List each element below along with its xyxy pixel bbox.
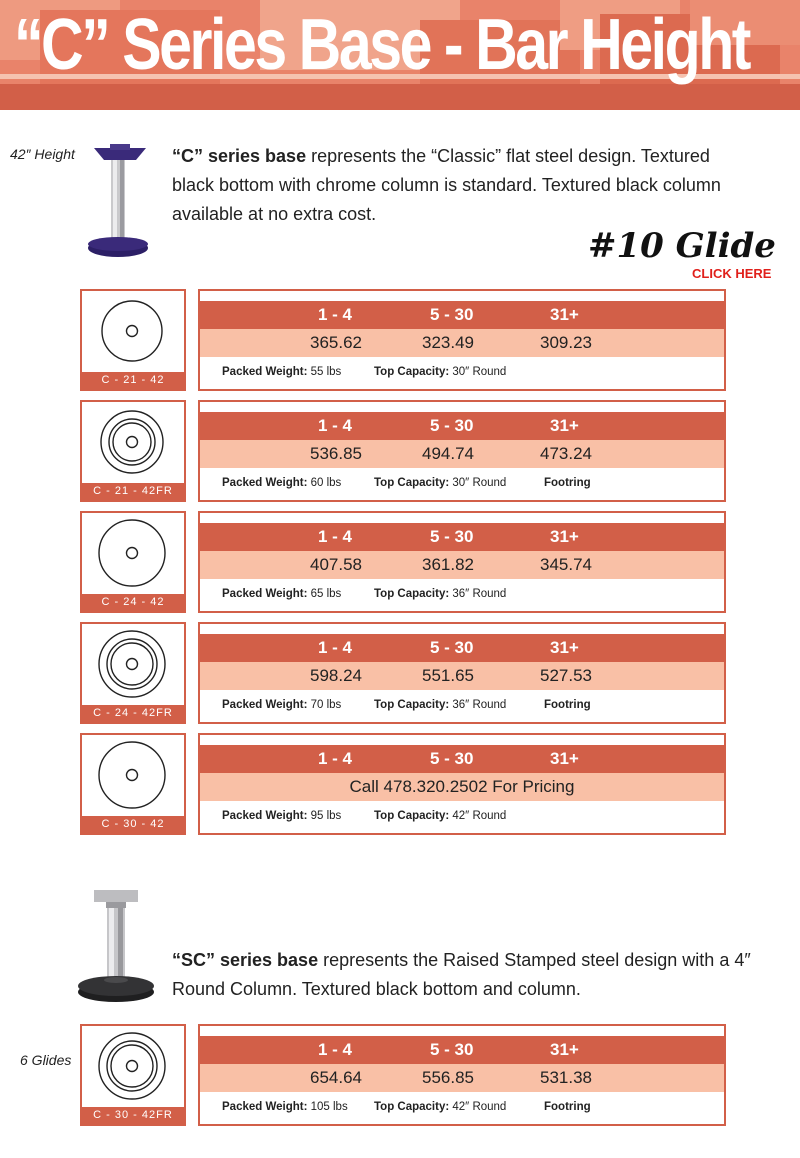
footprint-ring (99, 1033, 165, 1099)
packed-weight (222, 588, 341, 600)
quantity-tier-header (200, 301, 724, 329)
price-band (200, 440, 724, 468)
price-value: 598.24 (310, 666, 362, 685)
base-footprint-diagram (82, 1026, 184, 1108)
quantity-tier-header (200, 523, 724, 551)
top-capacity (374, 810, 506, 822)
top-capacity-label: Top Capacity: (374, 366, 450, 378)
footprint-ring (111, 1045, 153, 1087)
call-for-pricing: Call 478.320.2502 For Pricing (349, 777, 575, 796)
base-diagram (80, 622, 186, 724)
footprint-ring (127, 770, 138, 781)
price-band (200, 329, 724, 357)
c-series-text: represents the “Classic” flat steel design. Textured black bottom with chrome column is standard. Textured black column available at no extra cost. (172, 146, 721, 224)
packed-weight-value: 60 lbs (307, 477, 342, 489)
quantity-tier: 31+ (550, 1040, 579, 1059)
quantity-tier-header (200, 634, 724, 662)
packed-weight-label: Packed Weight: (222, 366, 308, 378)
top-capacity-value: 36″ Round (449, 588, 507, 600)
product-code: C - 21 - 42 (82, 372, 184, 389)
c-series-base-image (80, 140, 160, 260)
price-value: 407.58 (310, 555, 362, 574)
packed-weight-label: Packed Weight: (222, 477, 308, 489)
price-value: 361.82 (422, 555, 474, 574)
quantity-tier: 5 - 30 (430, 749, 474, 768)
quantity-tier-header (200, 412, 724, 440)
quantity-tier: 31+ (550, 749, 579, 768)
top-capacity-value: 30″ Round (449, 366, 507, 378)
quantity-tier: 31+ (550, 305, 579, 324)
quantity-tier: 5 - 30 (430, 416, 474, 435)
top-capacity (374, 477, 506, 489)
quantity-tier: 1 - 4 (318, 416, 353, 435)
page-header (0, 0, 800, 110)
footprint-ring (99, 520, 165, 586)
price-band (200, 1064, 724, 1092)
footprint-ring (127, 1061, 138, 1072)
top-capacity-value: 42″ Round (449, 810, 507, 822)
base-footprint-diagram (82, 513, 184, 595)
product-code: C - 24 - 42FR (82, 705, 184, 722)
footring-note: Footring (544, 1101, 591, 1113)
packed-weight-label: Packed Weight: (222, 810, 308, 822)
quantity-tier: 5 - 30 (430, 305, 474, 324)
quantity-tier: 5 - 30 (430, 1040, 474, 1059)
page-title: “C” Series Base - Bar Height (14, 5, 750, 85)
quantity-tier: 31+ (550, 527, 579, 546)
price-value: 551.65 (422, 666, 474, 685)
footring-note: Footring (544, 477, 591, 489)
top-capacity-value: 30″ Round (449, 477, 507, 489)
packed-weight-label: Packed Weight: (222, 588, 308, 600)
price-value: 323.49 (422, 333, 474, 352)
quantity-tier: 1 - 4 (318, 638, 353, 657)
product-info (200, 477, 724, 493)
price-band (200, 773, 724, 801)
price-band (200, 662, 724, 690)
quantity-tier: 1 - 4 (318, 527, 353, 546)
price-value: 309.23 (540, 333, 592, 352)
footprint-ring (99, 742, 165, 808)
glides-label: 6 Glides (20, 1052, 72, 1068)
c-series-name: “C” series base (172, 146, 307, 166)
sc-series-text: represents the Raised Stamped steel design with a 4″ Round Column. Textured black bottom and column. (172, 950, 751, 999)
c-series-description (172, 142, 752, 229)
base-diagram (80, 733, 186, 835)
packed-weight (222, 477, 341, 489)
base-footprint-diagram (82, 291, 184, 373)
price-value: 556.85 (422, 1068, 474, 1087)
product-info (200, 366, 724, 382)
price-value: 365.62 (310, 333, 362, 352)
price-value: 345.74 (540, 555, 592, 574)
packed-weight (222, 699, 341, 711)
top-capacity (374, 588, 506, 600)
height-label: 42″ Height (10, 146, 75, 162)
top-capacity-label: Top Capacity: (374, 1101, 450, 1113)
footprint-ring (127, 326, 138, 337)
packed-weight-value: 70 lbs (307, 699, 342, 711)
quantity-tier: 1 - 4 (318, 305, 353, 324)
product-code: C - 30 - 42 (82, 816, 184, 833)
footprint-ring (109, 419, 155, 465)
packed-weight-value: 105 lbs (307, 1101, 348, 1113)
top-capacity (374, 699, 506, 711)
base-diagram (80, 511, 186, 613)
top-capacity (374, 366, 506, 378)
quantity-tier: 5 - 30 (430, 638, 474, 657)
footprint-ring (127, 437, 138, 448)
quantity-tier: 31+ (550, 638, 579, 657)
top-capacity-value: 36″ Round (449, 699, 507, 711)
footring-note: Footring (544, 699, 591, 711)
quantity-tier: 1 - 4 (318, 749, 353, 768)
price-value: 654.64 (310, 1068, 362, 1087)
price-value: 494.74 (422, 444, 474, 463)
packed-weight-value: 65 lbs (307, 588, 342, 600)
footprint-ring (101, 411, 163, 473)
price-band (200, 551, 724, 579)
footprint-ring (113, 423, 151, 461)
top-capacity-value: 42″ Round (449, 1101, 507, 1113)
packed-weight-label: Packed Weight: (222, 699, 308, 711)
packed-weight-label: Packed Weight: (222, 1101, 308, 1113)
glide-label: #10 Glide (588, 226, 776, 266)
sc-series-base-image (76, 888, 156, 1008)
glide-link[interactable] (588, 226, 788, 282)
footprint-ring (111, 643, 153, 685)
quantity-tier-header (200, 1036, 724, 1064)
footprint-ring (107, 639, 157, 689)
product-info (200, 699, 724, 715)
product-info (200, 588, 724, 604)
base-diagram (80, 1024, 186, 1126)
base-diagram (80, 289, 186, 391)
packed-weight (222, 366, 341, 378)
packed-weight-value: 95 lbs (307, 810, 342, 822)
price-table (198, 1024, 726, 1126)
price-table (198, 289, 726, 391)
footprint-ring (127, 548, 138, 559)
quantity-tier: 31+ (550, 416, 579, 435)
footprint-ring (102, 301, 162, 361)
footprint-ring (99, 631, 165, 697)
base-footprint-diagram (82, 624, 184, 706)
footprint-ring (127, 659, 138, 670)
price-value: 527.53 (540, 666, 592, 685)
top-capacity-label: Top Capacity: (374, 477, 450, 489)
packed-weight (222, 1101, 348, 1113)
price-value: 531.38 (540, 1068, 592, 1087)
quantity-tier: 1 - 4 (318, 1040, 353, 1059)
quantity-tier: 5 - 30 (430, 527, 474, 546)
price-table (198, 733, 726, 835)
base-footprint-diagram (82, 402, 184, 484)
price-table (198, 622, 726, 724)
product-info (200, 810, 724, 826)
product-info (200, 1101, 724, 1117)
top-capacity-label: Top Capacity: (374, 810, 450, 822)
base-diagram (80, 400, 186, 502)
price-value: 536.85 (310, 444, 362, 463)
top-capacity-label: Top Capacity: (374, 699, 450, 711)
price-value: 473.24 (540, 444, 592, 463)
footprint-ring (107, 1041, 157, 1091)
quantity-tier-header (200, 745, 724, 773)
product-code: C - 30 - 42FR (82, 1107, 184, 1124)
sc-series-name: “SC” series base (172, 950, 319, 970)
top-capacity-label: Top Capacity: (374, 588, 450, 600)
click-here-link[interactable]: CLICK HERE (692, 266, 772, 281)
price-table (198, 511, 726, 613)
product-code: C - 24 - 42 (82, 594, 184, 611)
base-footprint-diagram (82, 735, 184, 817)
product-code: C - 21 - 42FR (82, 483, 184, 500)
sc-series-description (172, 946, 772, 1004)
top-capacity (374, 1101, 506, 1113)
price-table (198, 400, 726, 502)
packed-weight (222, 810, 341, 822)
packed-weight-value: 55 lbs (307, 366, 342, 378)
